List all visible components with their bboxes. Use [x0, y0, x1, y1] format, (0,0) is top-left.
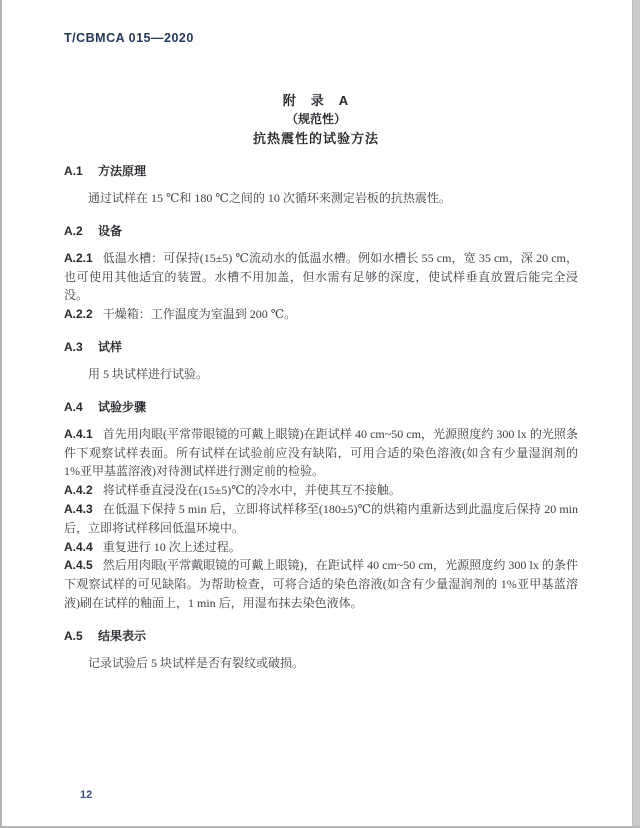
- paragraph-text: 重复进行 10 次上述过程。: [102, 539, 241, 554]
- scan-edge-right: [632, 0, 640, 828]
- paragraph: [64, 556, 578, 612]
- clause-number: A.2.1: [64, 250, 93, 265]
- paragraph: [64, 249, 578, 305]
- section-title: 设备: [98, 223, 123, 238]
- paragraph-text: 将试样垂直浸没在(15±5)℃的冷水中，并使其互不接触。: [102, 483, 401, 498]
- clause-number: A.4.2: [64, 483, 93, 498]
- paragraph: [64, 481, 578, 500]
- page-number: 12: [80, 789, 93, 801]
- section-number: A.3: [64, 339, 83, 354]
- section-heading: [64, 338, 578, 356]
- paragraph: [64, 654, 578, 673]
- section-a4: [64, 398, 578, 613]
- clause-number: A.4.3: [64, 501, 93, 516]
- paragraph-text: 通过试样在 15 ℃和 180 ℃之间的 10 次循环来测定岩板的抗热震性。: [88, 191, 451, 205]
- section-title: 结果表示: [98, 628, 147, 643]
- section-a5: [64, 627, 578, 673]
- section-number: A.1: [64, 164, 83, 178]
- paragraph: [64, 365, 578, 384]
- paragraph: [64, 538, 578, 557]
- section-a2: [64, 222, 578, 324]
- appendix-normative-label: （规范性）: [285, 112, 346, 126]
- document-body: [64, 152, 578, 673]
- clause-number: A.4.5: [64, 558, 93, 573]
- clause-number: A.4.1: [64, 426, 93, 441]
- paragraph-text: 用 5 块试样进行试验。: [88, 366, 209, 381]
- appendix-subject-title: 抗热震性的试验方法: [252, 131, 379, 146]
- section-heading: [64, 627, 578, 645]
- paragraph-text: 在低温下保持 5 min 后，立即将试样移至(180±5)℃的烘箱内重新达到此温度后保持 20 min 后，立即将试样移回低温环境中。: [64, 501, 578, 535]
- section-a1: [64, 162, 578, 208]
- section-number: A.2: [64, 223, 83, 238]
- section-title: 方法原理: [98, 164, 147, 178]
- section-heading: [64, 398, 578, 416]
- clause-number: A.4.4: [64, 539, 93, 554]
- clause-number: A.2.2: [64, 307, 93, 322]
- appendix-title-block: [0, 91, 632, 148]
- paragraph-text: 首先用肉眼(平常带眼镜的可戴上眼镜)在距试样 40 cm~50 cm，光源照度约 300 lx 的光照条件下观察试样表面。所有试样在试验前应没有缺陷，可用合适的染色溶液(如含有少量湿润剂的 1%亚甲基蓝溶液)对待测试样进行测定前的检验。: [64, 426, 578, 479]
- paragraph-text: 然后用肉眼(平常戴眼镜的可戴上眼镜)，在距试样 40 cm~50 cm，光源照度约 300 lx 的条件下观察试样的可见缺陷。为帮助检查，可将合适的染色溶液(如含有少量湿润剂的 1%亚甲基蓝溶液)刷在试样的釉面上，1 min 后，用湿布抹去染色液体。: [64, 558, 578, 610]
- paragraph: [64, 425, 578, 481]
- paragraph-text: 低温水槽：可保持(15±5) ℃流动水的低温水槽。例如水槽长 55 cm，宽 35 cm，深 20 cm，也可使用其他适宜的装置。水槽不用加盖，但水需有足够的深度，使试样垂直放置后能完全浸没。: [64, 250, 578, 303]
- section-title: 试验步骤: [98, 399, 147, 414]
- paragraph: [64, 189, 578, 208]
- paragraph: [64, 305, 578, 324]
- section-heading: [64, 222, 578, 240]
- paragraph-text: 记录试验后 5 块试样是否有裂纹或破损。: [88, 655, 305, 670]
- section-title: 试样: [98, 339, 123, 354]
- paragraph-text: 干燥箱：工作温度为室温到 200 ℃。: [102, 307, 297, 322]
- appendix-title: 附 录 A: [282, 93, 350, 108]
- section-number: A.4: [64, 399, 83, 414]
- paragraph: [64, 500, 578, 538]
- standard-number-header: T/CBMCA 015—2020: [64, 31, 194, 45]
- section-heading: [64, 162, 578, 180]
- section-a3: [64, 338, 578, 384]
- section-number: A.5: [64, 628, 83, 643]
